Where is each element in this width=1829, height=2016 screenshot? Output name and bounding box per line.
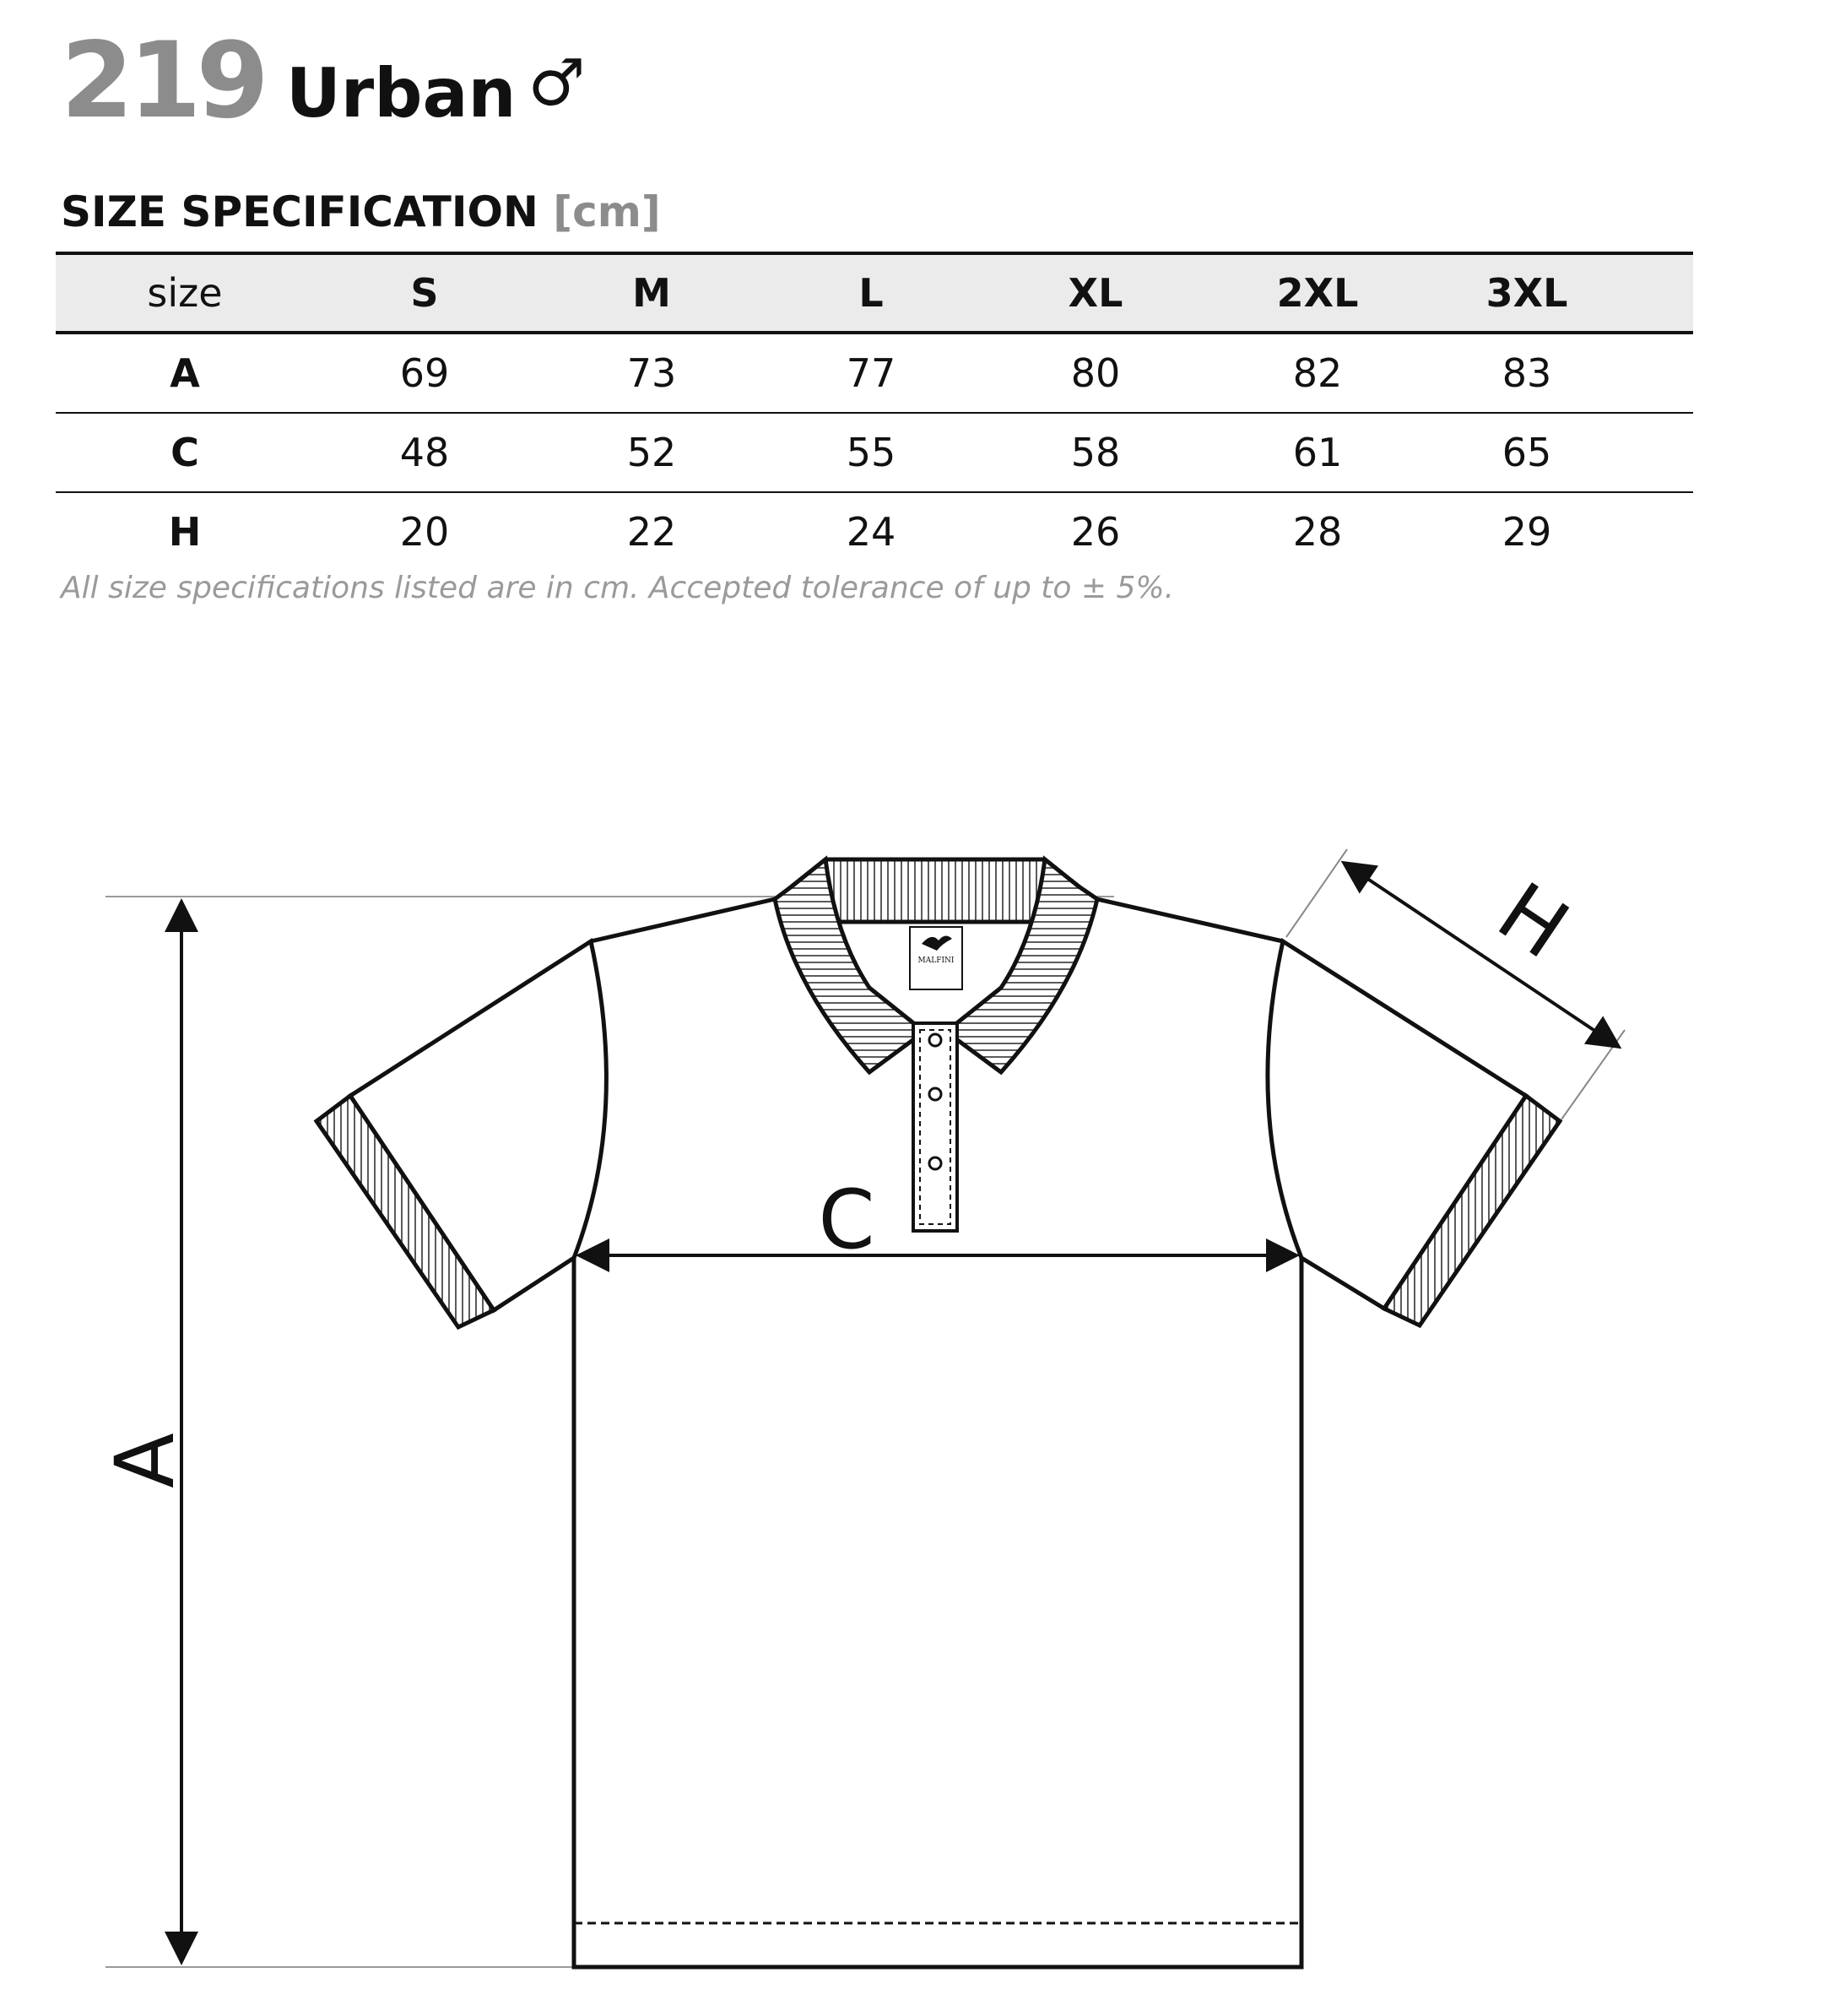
- table-cell: 69: [399, 350, 450, 396]
- h-reference-line: [1286, 849, 1347, 937]
- column-header: 2XL: [1276, 270, 1359, 316]
- row-label: H: [168, 509, 202, 555]
- label-brand: MALFINI: [917, 957, 955, 965]
- shirt-body: [574, 1258, 1301, 1967]
- table-cell: 80: [1070, 350, 1121, 396]
- table-cell: 77: [846, 350, 896, 396]
- row-label: C: [170, 430, 199, 475]
- spec-unit: [cm]: [553, 187, 661, 236]
- left-sleeve: [350, 941, 606, 1310]
- tolerance-note: All size specifications listed are in cm. Accepted tolerance of up to ± 5%.: [61, 571, 1175, 605]
- column-header: 3XL: [1485, 270, 1568, 316]
- column-header: M: [632, 270, 671, 316]
- table-cell: 61: [1292, 430, 1343, 475]
- table-cell: 55: [846, 430, 896, 475]
- model-name: Urban: [285, 54, 517, 133]
- row-label: A: [170, 350, 200, 396]
- dimension-c-label: C: [818, 1173, 875, 1267]
- table-cell: 82: [1292, 350, 1343, 396]
- table-cell: 52: [626, 430, 677, 475]
- column-header: XL: [1068, 270, 1123, 316]
- male-icon: ♂: [528, 45, 586, 120]
- column-header: size: [147, 270, 223, 316]
- table-cell: 22: [626, 509, 677, 555]
- dimension-h-label: H: [1481, 864, 1585, 978]
- table-cell: 26: [1070, 509, 1121, 555]
- table-cell: 73: [626, 350, 677, 396]
- right-sleeve: [1268, 941, 1526, 1309]
- button-icon: [929, 1088, 941, 1100]
- table-cell: 65: [1502, 430, 1552, 475]
- table-cell: 28: [1292, 509, 1343, 555]
- table-cell: 48: [399, 430, 450, 475]
- dimension-a-label: A: [98, 1433, 192, 1488]
- button-icon: [929, 1157, 941, 1169]
- table-cell: 24: [846, 509, 896, 555]
- column-header: S: [410, 270, 439, 316]
- model-number: 219: [61, 20, 264, 142]
- table-cell: 83: [1502, 350, 1552, 396]
- column-header: L: [858, 270, 884, 316]
- spec-title: SIZE SPECIFICATION: [61, 187, 538, 236]
- table-cell: 58: [1070, 430, 1121, 475]
- button-icon: [929, 1034, 941, 1046]
- table-cell: 20: [399, 509, 450, 555]
- table-cell: 29: [1502, 509, 1552, 555]
